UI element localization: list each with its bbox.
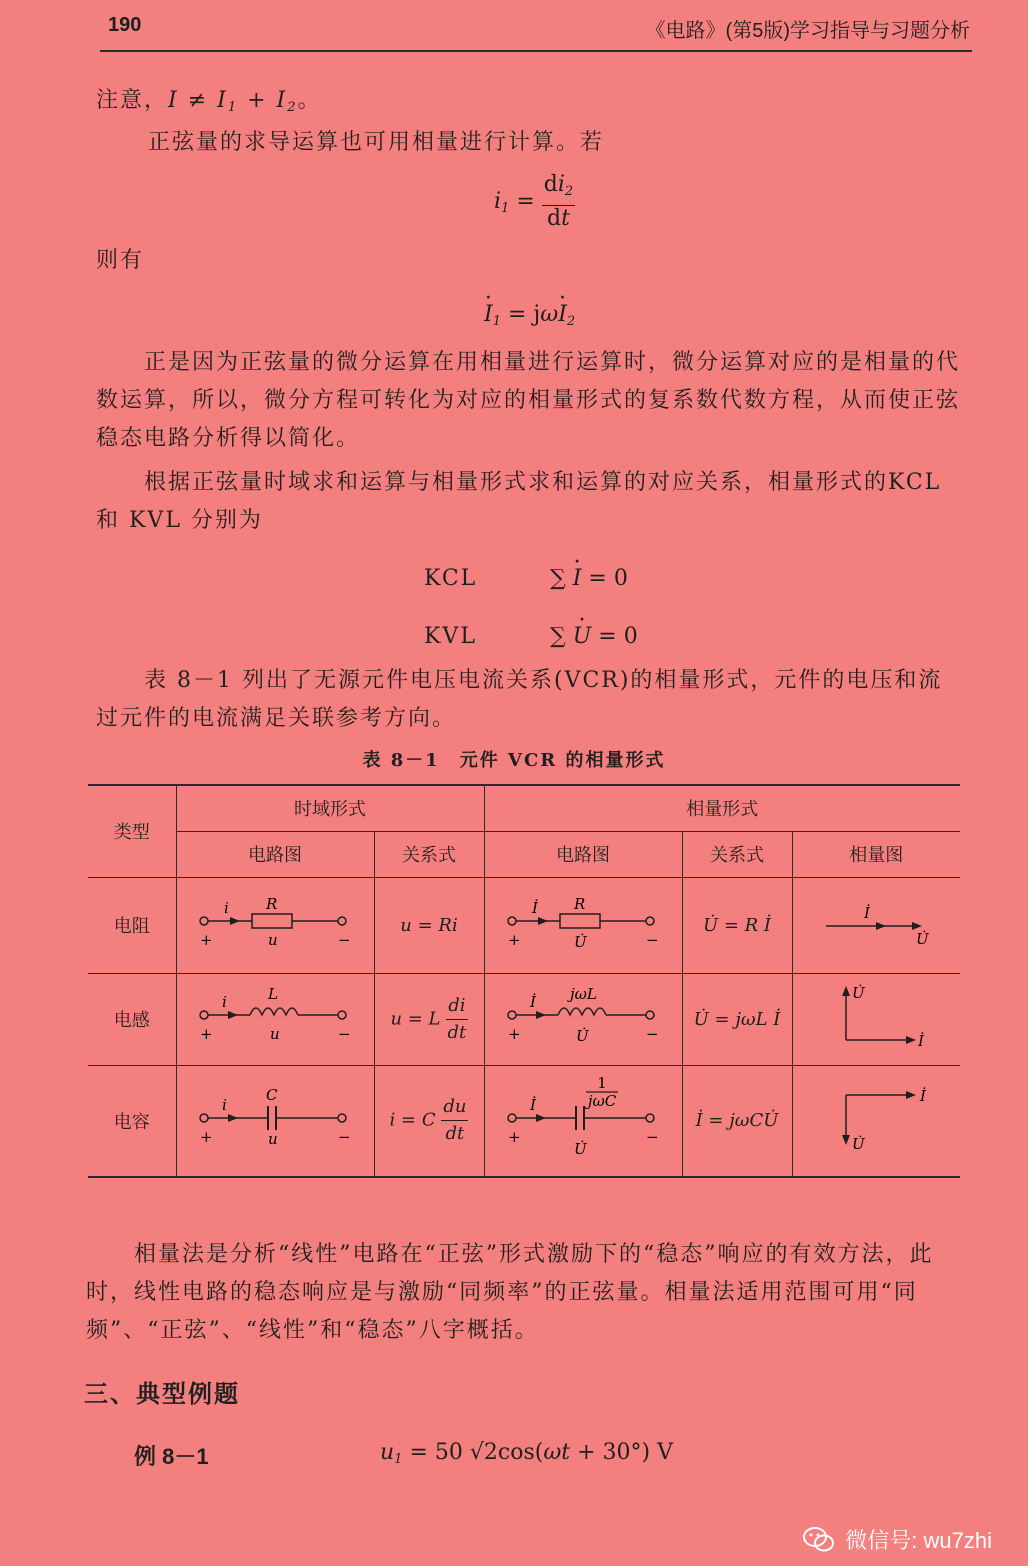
wechat-icon [803, 1526, 835, 1554]
svg-text:−: − [646, 1024, 659, 1043]
time-domain-header: 时域形式 [176, 785, 484, 831]
phasor-form-header: 相量形式 [484, 785, 960, 831]
kvl-equation: ∑ U · = 0 [550, 618, 638, 656]
explanation-paragraph: 正是因为正弦量的微分运算在用相量进行运算时，微分运算对应的是相量的代数运算，所以，微分方程可转化为对应的相量形式的复系数代数方程，从而使正弦稳态电路分析得以简化。 [96, 350, 961, 451]
svg-text:İ: İ [530, 992, 536, 1011]
kcl-rhs: = 0 [588, 566, 628, 591]
inductor-phasor-circuit [484, 973, 682, 1065]
svg-text:İ: İ [918, 1031, 925, 1050]
svg-text:+: + [200, 1128, 213, 1147]
resistor-phasor-diagram [792, 877, 960, 973]
svg-text:jωC: jωC [587, 1092, 617, 1111]
row-type-resistor: 电阻 [88, 877, 176, 973]
kcl-kvl-intro: 根据正弦量时域求和运算与相量形式求和运算的对应关系，相量形式的KCL 和 KVL 分别为 [96, 470, 942, 533]
svg-text:u: u [268, 1130, 278, 1149]
resistor-phasor-label: R [574, 894, 586, 913]
inductor-circuit [176, 973, 374, 1065]
phasor-diagram-header: 相量图 [792, 831, 960, 877]
note-line: 注意，$I \ne I_1 + I_2$。 [96, 88, 322, 115]
example-equation: $u_1 = 50$ √2cos(ωt + 30°) V [380, 1440, 673, 1467]
resistor-time-eq: u = Ri [374, 877, 484, 973]
svg-text:U̇: U̇ [916, 929, 929, 948]
svg-text:i: i [222, 1096, 227, 1115]
capacitor-time-eq: i = C $\frac{du}{dt}$ [374, 1065, 484, 1177]
capacitor-circuit [176, 1065, 374, 1177]
table-row [88, 973, 960, 1065]
kvl-rhs: = 0 [598, 624, 638, 649]
inductor-phasor-label: jωL [570, 986, 597, 1003]
svg-text:−: − [646, 930, 659, 949]
capacitor-phasor-circuit [484, 1065, 682, 1177]
book-title: 《电路》(第5版)学习指导与习题分析 [645, 20, 970, 42]
svg-text:u: u [270, 1024, 280, 1043]
derivative-equation: $i_1$ = $\frac{di_2}{dt}$ [494, 172, 574, 231]
kcl-equation: ∑ I · = 0 [550, 560, 628, 598]
svg-text:U̇: U̇ [574, 932, 587, 951]
table-row [88, 1065, 960, 1177]
header-rule [100, 50, 972, 52]
svg-text:İ: İ [920, 1087, 927, 1106]
phasor-circuit-header: 电路图 [484, 831, 682, 877]
page-number: 190 [108, 14, 142, 36]
svg-text:İ: İ [532, 898, 538, 917]
capacitor-label: C [266, 1086, 278, 1105]
svg-text:−: − [338, 930, 351, 949]
resistor-phasor-circuit [484, 877, 682, 973]
svg-text:U̇: U̇ [574, 1140, 587, 1159]
table-row [88, 877, 960, 973]
inductor-phasor-diagram [792, 973, 960, 1065]
row-type-capacitor: 电容 [88, 1065, 176, 1177]
svg-text:+: + [508, 1024, 521, 1043]
derivative-intro: 正弦量的求导运算也可用相量进行计算。若 [148, 130, 605, 155]
capacitor-phasor-diagram [792, 1065, 960, 1177]
col-type-header: 类型 [88, 785, 176, 877]
resistor-circuit [176, 877, 374, 973]
svg-text:İ: İ [530, 1096, 536, 1115]
svg-text:−: − [338, 1024, 351, 1043]
example-label: 例 8－1 [134, 1444, 209, 1469]
inductor-phasor-eq: U̇ = jωL İ [682, 973, 792, 1065]
circuit-header: 电路图 [176, 831, 374, 877]
relation-header: 关系式 [374, 831, 484, 877]
resistor-label: R [266, 894, 278, 913]
wechat-watermark [803, 1524, 992, 1555]
svg-text:U̇: U̇ [852, 1135, 865, 1154]
svg-text:1: 1 [597, 1076, 607, 1093]
svg-text:−: − [338, 1128, 351, 1147]
summary-paragraph: 相量法是分析“线性”电路在“正弦”形式激励下的“稳态”响应的有效方法，此时，线性电路的稳态响应是与激励“同频率”的正弦量。相量法适用范围可用“同频”、“正弦”、“线性”和“稳态”八字概括。 [86, 1242, 934, 1343]
svg-text:U̇: U̇ [576, 1026, 589, 1045]
svg-text:i: i [222, 992, 227, 1011]
svg-text:+: + [508, 930, 521, 949]
svg-text:−: − [646, 1128, 659, 1147]
inductor-label: L [268, 986, 278, 1003]
capacitor-phasor-eq: İ = jωCU̇ [682, 1065, 792, 1177]
phasor-derivative-equation: $I \cdot_1 = j\omega I \cdot_2$ [484, 302, 575, 329]
table-intro: 表 8－1 列出了无源元件电压电流关系(VCR)的相量形式，元件的电压和流过元件的电流满足关联参考方向。 [96, 668, 943, 731]
watermark-text: 微信号: wu7zhi [845, 1528, 992, 1553]
table-caption: 表 8－1 元件 VCR 的相量形式 [362, 750, 666, 771]
section-title: 三、典型例题 [84, 1381, 240, 1408]
svg-text:+: + [200, 1024, 213, 1043]
note-formula: $I \ne I_1 + I_2$ [168, 88, 298, 115]
kvl-label: KVL [424, 624, 477, 649]
svg-text:İ: İ [864, 903, 871, 922]
svg-text:U̇: U̇ [852, 983, 865, 1002]
phasor-relation-header: 关系式 [682, 831, 792, 877]
row-type-inductor: 电感 [88, 973, 176, 1065]
svg-text:u: u [268, 930, 278, 949]
svg-text:+: + [200, 930, 213, 949]
resistor-phasor-eq: U̇ = R İ [682, 877, 792, 973]
svg-text:+: + [508, 1128, 521, 1147]
note-text: 注意， [96, 88, 169, 113]
then-have: 则有 [96, 248, 145, 273]
svg-text:i: i [224, 898, 229, 917]
vcr-table [88, 784, 960, 1178]
kcl-label: KCL [424, 566, 478, 591]
inductor-time-eq: u = L $\frac{di}{dt}$ [374, 973, 484, 1065]
